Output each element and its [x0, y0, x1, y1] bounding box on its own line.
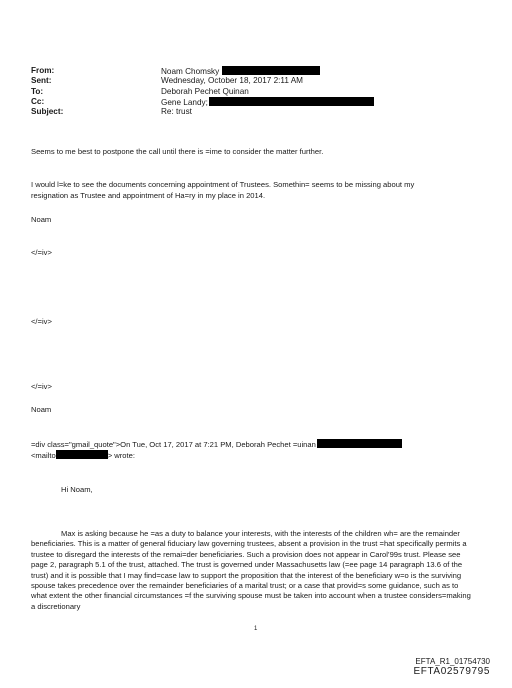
from-row: [31, 66, 374, 76]
to-label: To:: [31, 86, 44, 96]
bates-line-1: EFTA_R1_01754730: [415, 657, 490, 666]
email-header: [31, 66, 374, 117]
redaction-box: [317, 439, 402, 448]
sent-label: Sent:: [31, 76, 52, 86]
from-value: Noam Chomsky: [161, 66, 320, 76]
bates-stamp: [413, 657, 490, 677]
signature: Noam: [31, 215, 52, 224]
subject-row: [31, 107, 374, 117]
redaction-box: [56, 450, 108, 459]
to-value: Deborah Pechet Quinan: [161, 86, 249, 96]
redaction-box: [222, 66, 320, 75]
body-line: I would l=ke to see the documents concerning appointment of Trustees. Somethin= seems to be missing about my: [31, 180, 415, 189]
to-row: [31, 87, 374, 97]
signature: Noam: [31, 405, 52, 414]
sent-row: [31, 76, 374, 86]
sent-value: Wednesday, October 18, 2017 2:11 AM: [161, 76, 304, 86]
subject-label: Subject:: [31, 107, 64, 117]
html-residue: </=iv>: [31, 248, 52, 257]
cc-label: Cc:: [31, 96, 45, 106]
cc-value: Gene Landy;: [161, 97, 374, 107]
body-paragraph: Seems to me best to postpone the call until there is =ime to consider the matter further.: [31, 147, 324, 156]
greeting: Hi Noam,: [61, 485, 93, 494]
html-residue: </=iv>: [31, 382, 52, 391]
subject-value: Re: trust: [161, 107, 192, 117]
quoted-paragraph: Max is asking because he =as a duty to balance your interests, with the interests of the children wh= are the remainder beneficiaries. This is a matter of general fiduciary law governing trustees, absent a provision in the trust =hat specifically permits a trustee to disregard the interests of the remai=der beneficiaries. Such a provision does not appear in Carol’99s trust. Please see page 2, paragraph 5.1 of the trust, attached. The trust is governed under Massachusetts law (=ee page 14 paragraph 13.6 of the trust) and it is possible that I may find=case law to support the proposition that the interest of the beneficiary w=o is the surviving spouse takes precedence over the remainder beneficiaries of a marital trust; or a case that provid=s some guidance, such as to what extent the other financial circumstances =f the surviving spouse must be taken into account when a trustee considers=making a discretionary: [31, 529, 471, 611]
body-line: resignation as Trustee and appointment of Ha=ry in my place in 2014.: [31, 191, 266, 200]
from-label: From:: [31, 66, 55, 75]
cc-row: [31, 97, 374, 107]
page-number: 1: [254, 626, 258, 632]
bates-line-2: EFTA02579795: [413, 666, 490, 677]
redaction-box: [209, 97, 374, 106]
html-residue: </=iv>: [31, 317, 52, 326]
quote-header: =div class="gmail_quote">On Tue, Oct 17, 2017 at 7:21 PM, Deborah Pechet =uinan: [31, 439, 402, 450]
quote-mailto: <mailto > wrote:: [31, 451, 135, 460]
